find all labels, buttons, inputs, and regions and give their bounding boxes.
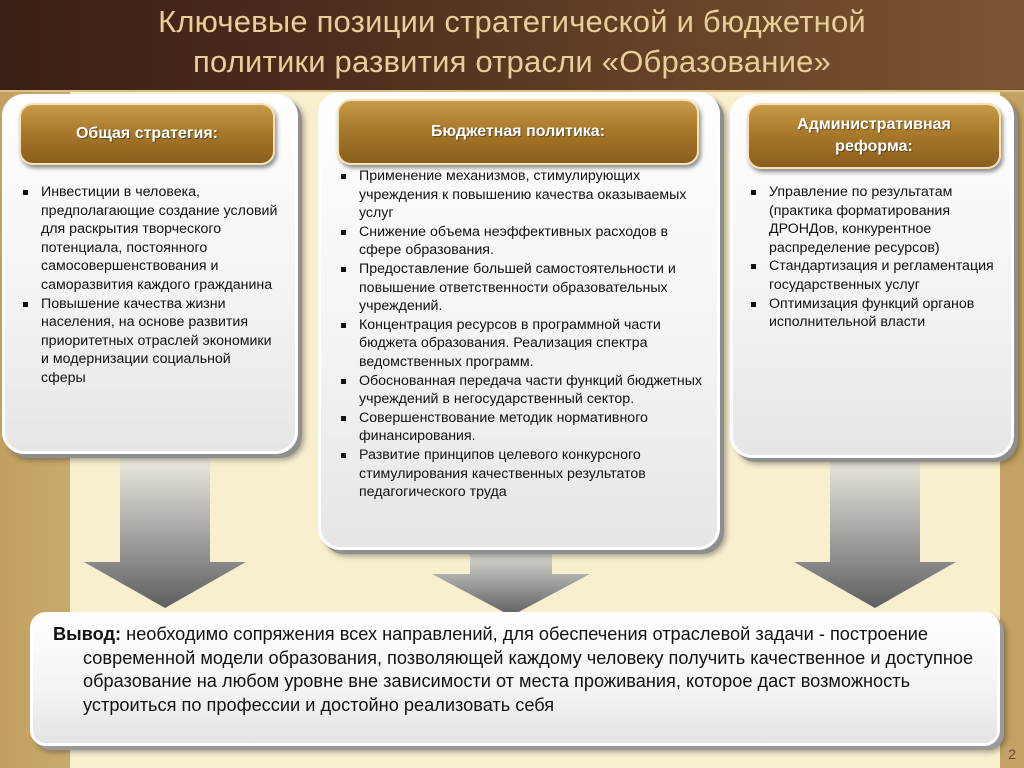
budget-card-heading (337, 99, 699, 165)
strategy-card-heading (19, 103, 275, 165)
arrow-down-icon (426, 540, 596, 618)
budget-list (337, 167, 709, 502)
strategy-heading-text: Общая стратегия: (75, 125, 218, 142)
list-item: Стандартизация и регламентация государственных услуг (747, 257, 1003, 294)
conclusion-body: необходимо сопряжения всех направлений, для обеспечения отраслевой задачи - построение современной модели образования, позволяющей каждому человеку получить качественное и доступное образование на любом уровне вне зависимости от места проживания, которое даст возможность устроиться по профессии и достойно реализовать себя (83, 624, 974, 715)
list-item: Управление по результатам (практика форматирования ДРОНДов, конкурентное распределение ресурсов) (747, 183, 1003, 257)
admin-reform-card (730, 94, 1014, 458)
list-item: Совершенствование методик нормативного финансирования. (337, 409, 709, 446)
slide-header (0, 0, 1024, 92)
list-item: Обоснованная передача части функций бюджетных учреждений в негосударственный сектор. (337, 372, 709, 409)
strategy-list (19, 183, 279, 388)
admin-reform-card-heading (747, 103, 1001, 169)
list-item: Повышение качества жизни населения, на основе развития приоритетных отраслей экономики и модернизации социальной сферы (19, 295, 279, 388)
budget-card (318, 92, 720, 550)
conclusion-box (30, 612, 1000, 746)
admin-heading-line-2: реформа: (835, 138, 913, 155)
slide-title-line-1: Ключевые позиции стратегической и бюджетной (158, 4, 866, 39)
list-item: Снижение объема неэффективных расходов в сфере образования. (337, 223, 709, 260)
admin-heading-line-1: Административная (797, 116, 951, 133)
list-item: Развитие принципов целевого конкурсного стимулирования качественных результатов педагогического труда (337, 446, 709, 502)
list-item: Инвестиции в человека, предполагающие создание условий для раскрытия творческого потенциала, постоянного самосовершенствования и саморазвития каждого гражданина (19, 183, 279, 295)
list-item: Применение механизмов, стимулирующих учреждения к повышению качества оказываемых услуг (337, 167, 709, 223)
page-number: 2 (1008, 746, 1016, 762)
conclusion-label: Вывод: (53, 624, 122, 644)
conclusion-text (53, 623, 983, 717)
arrow-down-icon (790, 450, 960, 610)
budget-heading-text: Бюджетная политика: (430, 123, 606, 140)
list-item: Оптимизация функций органов исполнительной власти (747, 295, 1003, 332)
list-item: Концентрация ресурсов в программной части бюджета образования. Реализация спектра ведомственных программ. (337, 316, 709, 372)
slide-title (0, 2, 1024, 82)
admin-reform-list (747, 183, 1003, 332)
list-item: Предоставление большей самостоятельности и повышение ответственности образовательных учреждений. (337, 260, 709, 316)
slide-title-line-2: политики развития отрасли «Образование» (193, 44, 831, 79)
strategy-card (2, 94, 298, 454)
arrow-down-icon (80, 450, 250, 610)
